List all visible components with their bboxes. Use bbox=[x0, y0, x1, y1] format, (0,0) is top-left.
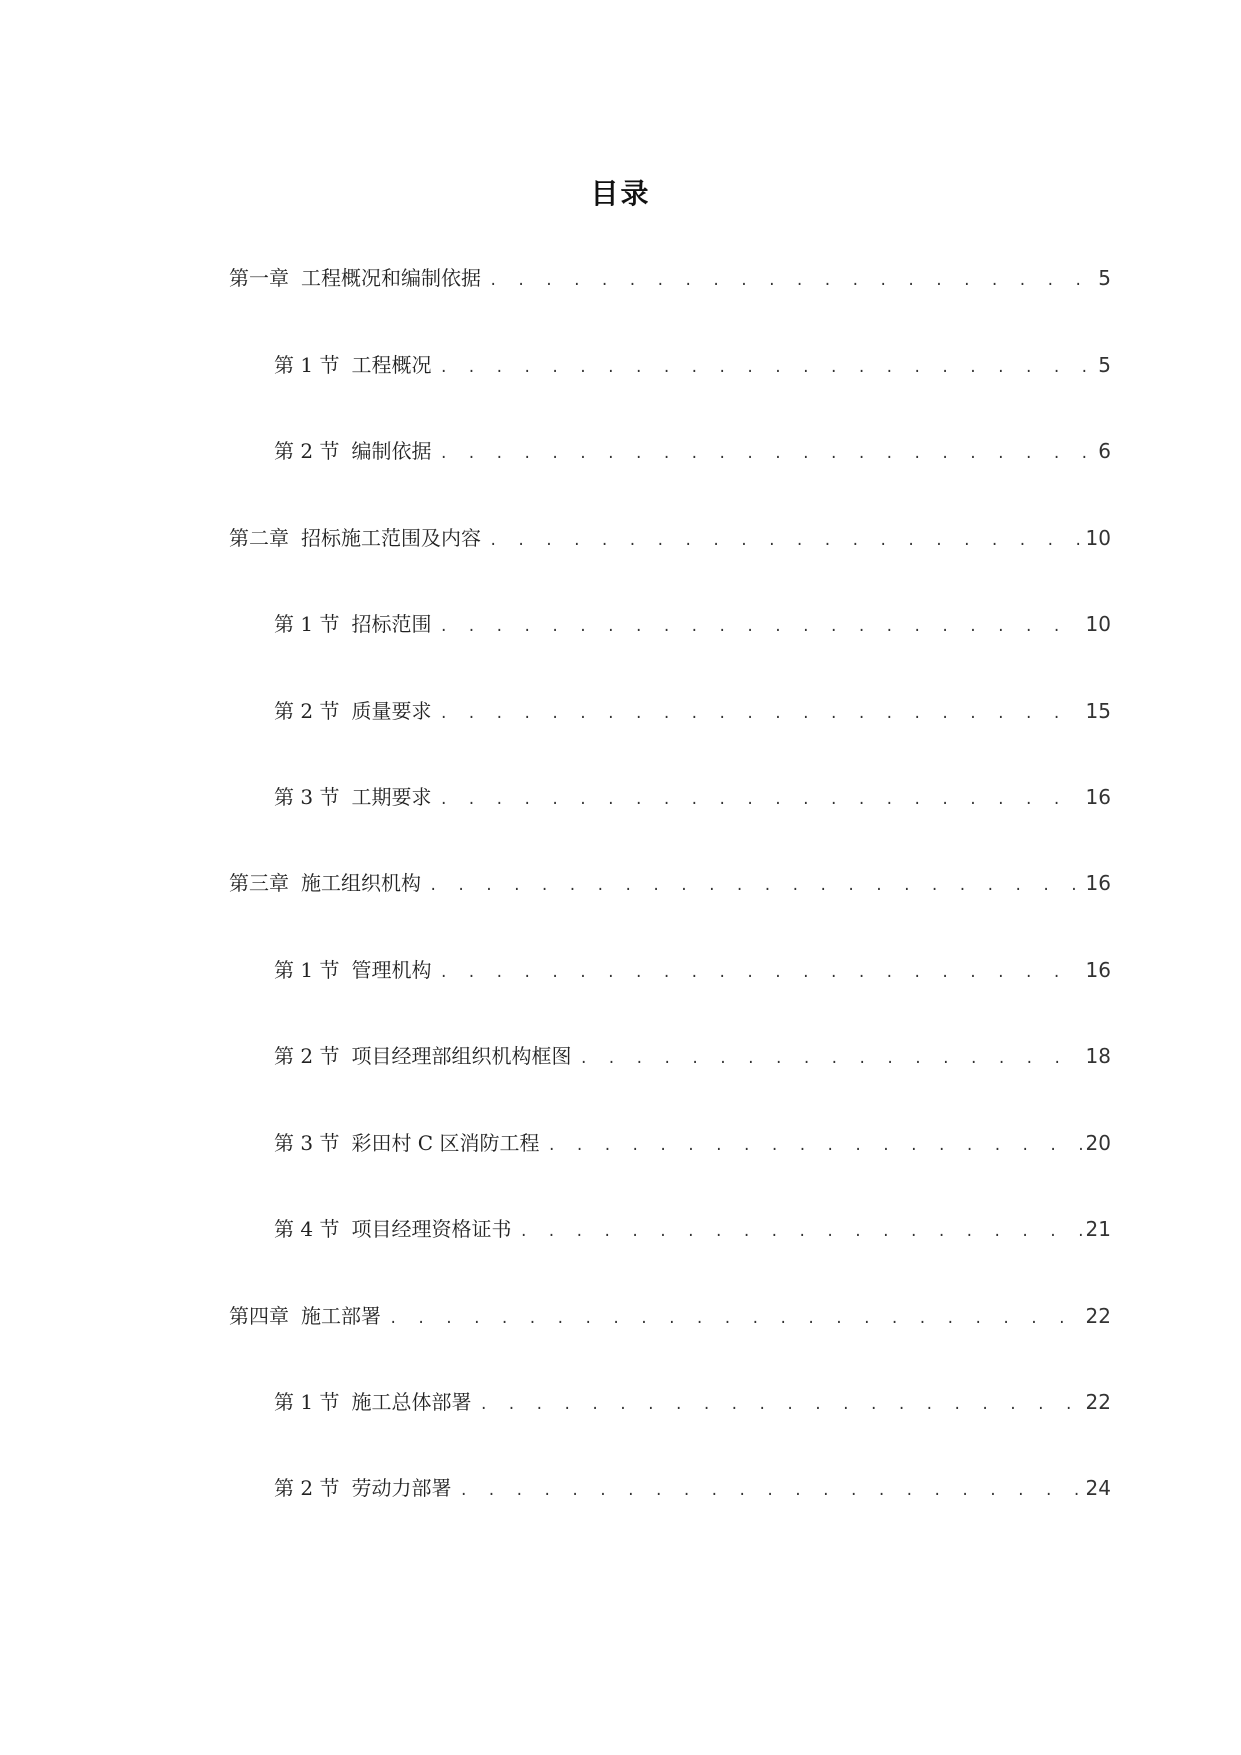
toc-leader-dots bbox=[547, 1132, 1081, 1160]
toc-entry-page: 20 bbox=[1085, 1131, 1111, 1155]
toc-entry-number: 第 1 节 bbox=[274, 958, 340, 982]
toc-entry[interactable] bbox=[229, 1302, 1111, 1330]
toc-entry[interactable] bbox=[274, 351, 1111, 379]
toc-entry-number: 第 4 节 bbox=[274, 1217, 340, 1241]
toc-entry-page: 24 bbox=[1085, 1476, 1111, 1500]
toc-entry-text: 施工部署 bbox=[301, 1304, 381, 1328]
toc-entry[interactable] bbox=[274, 1474, 1111, 1502]
toc-entry-page: 6 bbox=[1098, 439, 1111, 463]
toc-leader-dots bbox=[479, 1391, 1081, 1419]
toc-entry-page: 22 bbox=[1085, 1304, 1111, 1328]
toc-leader-dots bbox=[579, 1045, 1081, 1073]
toc-entry-page: 10 bbox=[1085, 526, 1111, 550]
toc-entry-number: 第 1 节 bbox=[274, 1390, 340, 1414]
toc-entry-text: 施工总体部署 bbox=[351, 1390, 472, 1414]
toc-entry-number: 第 2 节 bbox=[274, 699, 340, 723]
toc-leader-dots bbox=[489, 267, 1094, 295]
toc-entry-number: 第 1 节 bbox=[274, 353, 340, 377]
toc-entry-number: 第二章 bbox=[229, 526, 289, 550]
toc-entry[interactable] bbox=[274, 1129, 1111, 1157]
toc-entry-number: 第 2 节 bbox=[274, 1476, 340, 1500]
toc-entry-text: 编制依据 bbox=[351, 439, 432, 463]
toc-entry-number: 第 3 节 bbox=[274, 785, 340, 809]
toc-entry-page: 16 bbox=[1085, 958, 1111, 982]
toc-entry-text: 劳动力部署 bbox=[351, 1476, 452, 1500]
toc-entry-page: 21 bbox=[1085, 1217, 1111, 1241]
toc-leader-dots bbox=[429, 872, 1082, 900]
toc-entry-number: 第 1 节 bbox=[274, 612, 340, 636]
toc-entry[interactable] bbox=[229, 524, 1111, 552]
toc-entry-page: 16 bbox=[1085, 871, 1111, 895]
toc-leader-dots bbox=[439, 959, 1081, 987]
toc-entry-number: 第 2 节 bbox=[274, 1044, 340, 1068]
toc-entry-text: 质量要求 bbox=[351, 699, 432, 723]
toc-leader-dots bbox=[439, 613, 1081, 641]
toc-entry-text: 工期要求 bbox=[351, 785, 432, 809]
toc-entry-page: 16 bbox=[1085, 785, 1111, 809]
toc-leader-dots bbox=[439, 786, 1081, 814]
toc-entry-text: 招标范围 bbox=[351, 612, 432, 636]
toc-entry-page: 15 bbox=[1085, 699, 1111, 723]
toc-entry-page: 10 bbox=[1085, 612, 1111, 636]
toc-leader-dots bbox=[489, 527, 1082, 555]
toc-entry-text: 管理机构 bbox=[351, 958, 432, 982]
toc-entry-number: 第三章 bbox=[229, 871, 289, 895]
toc-entry[interactable] bbox=[274, 1215, 1111, 1243]
toc-entry-number: 第四章 bbox=[229, 1304, 289, 1328]
toc-entry-page: 22 bbox=[1085, 1390, 1111, 1414]
toc-leader-dots bbox=[439, 354, 1094, 382]
toc-entry[interactable] bbox=[274, 1042, 1111, 1070]
toc-title: 目录 bbox=[590, 177, 651, 210]
toc-entry[interactable] bbox=[274, 783, 1111, 811]
toc-leader-dots bbox=[389, 1305, 1082, 1333]
toc-entry-text: 施工组织机构 bbox=[301, 871, 421, 895]
toc-leader-dots bbox=[439, 440, 1094, 468]
toc-leader-dots bbox=[439, 700, 1081, 728]
toc-entry-text: 招标施工范围及内容 bbox=[301, 526, 481, 550]
toc-entry-text: 项目经理部组织机构框图 bbox=[351, 1044, 572, 1068]
toc-entry[interactable] bbox=[274, 1388, 1111, 1416]
toc-entry[interactable] bbox=[229, 264, 1111, 292]
toc-entry[interactable] bbox=[274, 697, 1111, 725]
toc-entry-number: 第 2 节 bbox=[274, 439, 340, 463]
toc-entry[interactable] bbox=[229, 869, 1111, 897]
toc-entry-page: 18 bbox=[1085, 1044, 1111, 1068]
toc-entry-text: 项目经理资格证书 bbox=[351, 1217, 512, 1241]
toc-entry[interactable] bbox=[274, 956, 1111, 984]
toc-entry-text: 工程概况 bbox=[351, 353, 432, 377]
toc-leader-dots bbox=[459, 1477, 1081, 1505]
toc-entry-number: 第一章 bbox=[229, 266, 289, 290]
toc-entry[interactable] bbox=[274, 610, 1111, 638]
toc-entry-page: 5 bbox=[1098, 266, 1111, 290]
toc-entry-page: 5 bbox=[1098, 353, 1111, 377]
toc-entry[interactable] bbox=[274, 437, 1111, 465]
toc-entry-text: 彩田村 C 区消防工程 bbox=[351, 1131, 540, 1155]
toc-entry-number: 第 3 节 bbox=[274, 1131, 340, 1155]
toc-leader-dots bbox=[519, 1218, 1081, 1246]
toc-entry-text: 工程概况和编制依据 bbox=[301, 266, 481, 290]
